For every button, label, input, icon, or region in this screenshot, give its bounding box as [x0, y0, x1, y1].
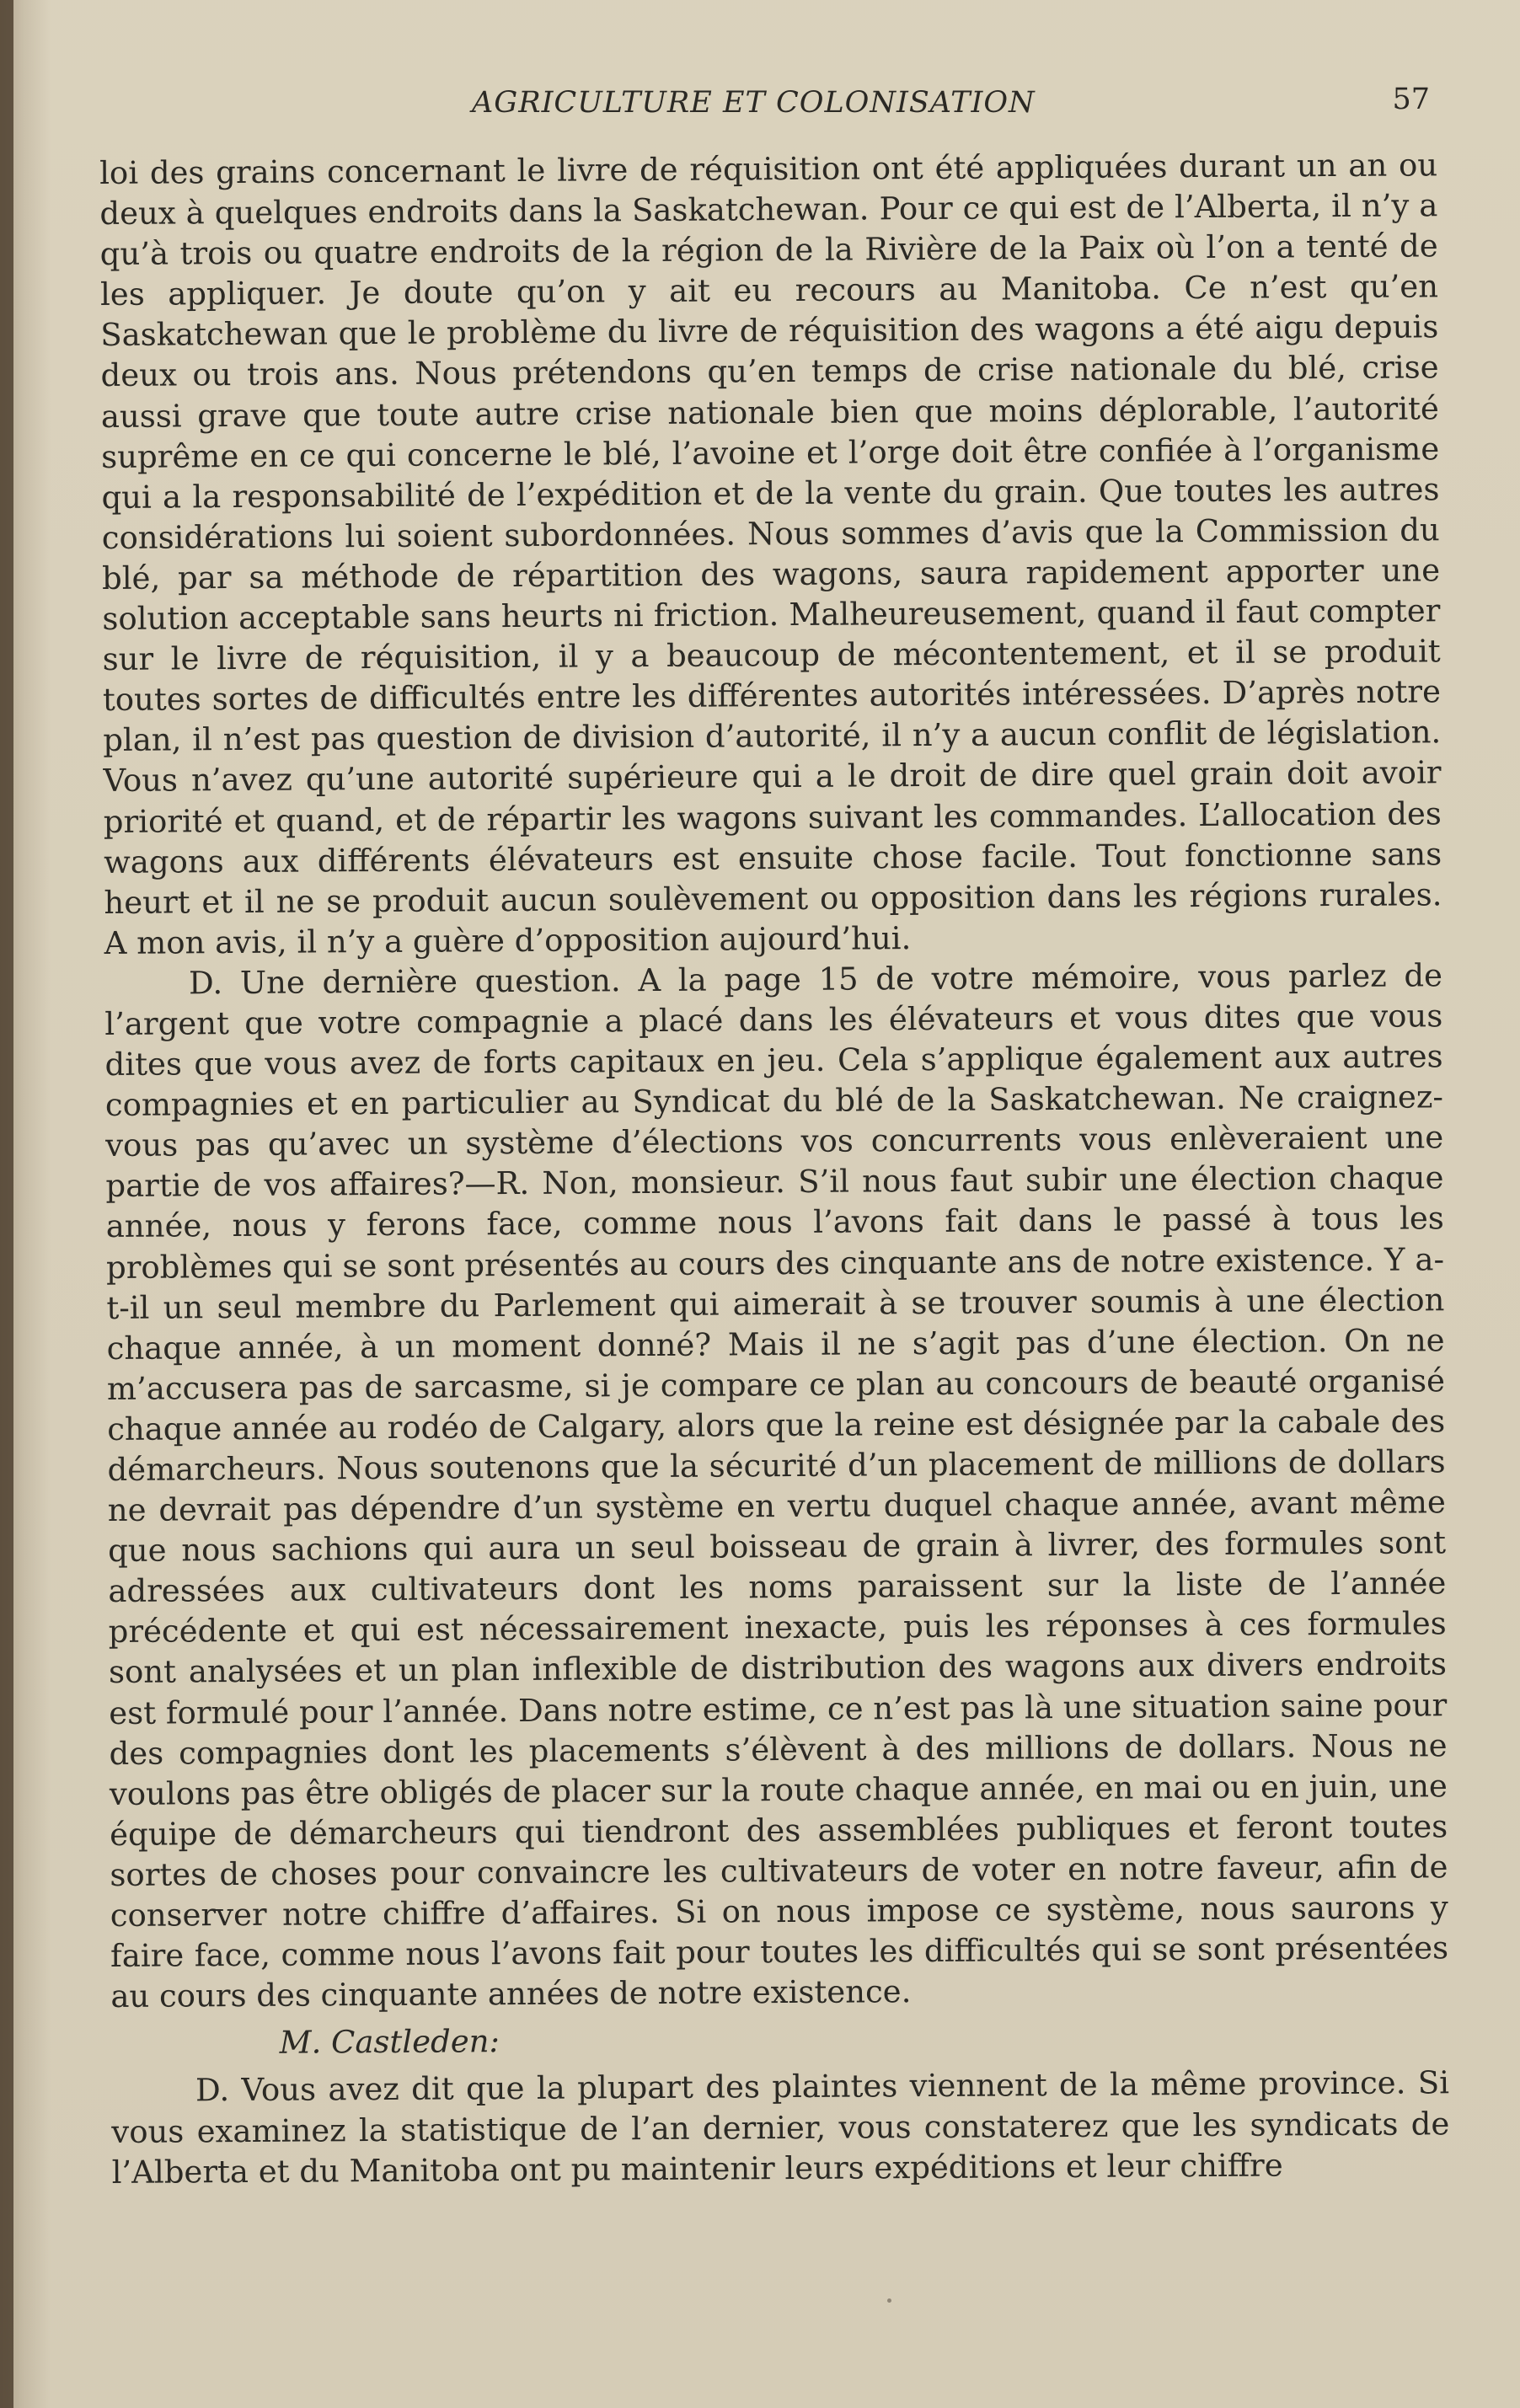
ink-mark	[887, 2298, 891, 2303]
paragraph-2: D. Une dernière question. A la page 15 de votre mémoire, vous parlez de l’argent que votre compagnie a placé dans les élévateurs et vous dites que vous dites que vous avez de forts capitaux en jeu. Cela s’applique également aux autres compagnies et en particulier au Syndicat du blé de la Saskatchewan. Ne craignez-vous pas qu’avec un système d’élections vos concurrents vous enlèveraient une partie de vos affaires?—R. Non, monsieur. S’il nous faut subir une élection chaque année, nous y ferons face, comme nous l’avons fait dans le passé à tous les problèmes qui se sont présentés au cours des cinquante ans de notre existence. Y a-t-il un seul membre du Parlement qui aimerait à se trouver soumis à une élection chaque année, à un moment donné? Mais il ne s’agit pas d’une élection. On ne m’accusera pas de sarcasme, si je compare ce plan au concours de beauté organisé chaque année au rodéo de Calgary, alors que la reine est désignée par la cabale des démarcheurs. Nous soutenons que la sécurité d’un placement de millions de dollars ne devrait pas dépendre d’un système en vertu duquel chaque année, avant même que nous sachions qui aura un seul boisseau de grain à livrer, des formules sont adressées aux cultivateurs dont les noms paraissent sur la liste de l’année précédente et qui est nécessairement inexacte, puis les réponses à ces formules sont analysées et un plan inflexible de distribution des wagons aux divers endroits est formulé pour l’année. Dans notre estime, ce n’est pas là une situation saine pour des compagnies dont les placements s’élèvent à des millions de dollars. Nous ne voulons pas être obligés de placer sur la route chaque année, en mai ou en juin, une équipe de démarcheurs qui tiendront des assemblées publiques et feront toutes sortes de choses pour convaincre les cultivateurs de voter en notre faveur, afin de conserver notre chiffre d’affaires. Si on nous impose ce système, nous saurons y faire face, comme nous l’avons fait pour toutes les difficultés qui se sont présentées au cours des cinquante années de notre existence.	[104, 957, 1449, 2015]
binding-edge	[0, 0, 13, 2408]
paragraph-3: D. Vous avez dit que la plupart des plaintes viennent de la même province. Si vous examinez la statistique de l’an dernier, vous constaterez que les syndicats de l’Alberta et du Manitoba ont pu maintenir leurs expéditions et leur chiffre	[111, 2064, 1450, 2191]
paragraph-1: loi des grains concernant le livre de réquisition ont été appliquées durant un an ou deux à quelques endroits dans la Saskatchewan. Pour ce qui est de l’Alberta, il n’y a qu’à trois ou quatre endroits de la région de la Rivière de la Paix où l’on a tenté de les appliquer. Je doute qu’on y ait eu recours au Manitoba. Ce n’est qu’en Saskatchewan que le problème du livre de réquisition des wagons a été aigu depuis deux ou trois ans. Nous prétendons qu’en temps de crise nationale du blé, crise aussi grave que toute autre crise nationale bien que moins déplorable, l’autorité suprême en ce qui concerne le blé, l’avoine et l’orge doit être confiée à l’organisme qui a la responsabilité de l’expédition et de la vente du grain. Que toutes les autres considérations lui soient subordonnées. Nous sommes d’avis que la Commission du blé, par sa méthode de répartition des wagons, saura rapidement apporter une solution acceptable sans heurts ni friction. Malheureusement, quand il faut compter sur le livre de réquisition, il y a beaucoup de mécontentement, et il se produit toutes sortes de difficultés entre les différentes autorités intéressées. D’après notre plan, il n’est pas question de division d’autorité, il n’y a aucun conflit de législation. Vous n’avez qu’une autorité supérieure qui a le droit de dire quel grain doit avoir priorité et quand, et de répartir les wagons suivant les commandes. L’allocation des wagons aux différents élévateurs est ensuite chose facile. Tout fonctionne sans heurt et il ne se produit aucun soulèvement ou opposition dans les régions rurales. A mon avis, il n’y a guère d’opposition aujourd’hui.	[99, 147, 1442, 961]
running-title: AGRICULTURE ET COLONISATION	[472, 86, 1036, 120]
page-number: 57	[1392, 83, 1430, 116]
page-header	[93, 83, 1437, 123]
speaker-label: M. Castleden:	[279, 2023, 500, 2062]
page-body	[99, 145, 1450, 2192]
